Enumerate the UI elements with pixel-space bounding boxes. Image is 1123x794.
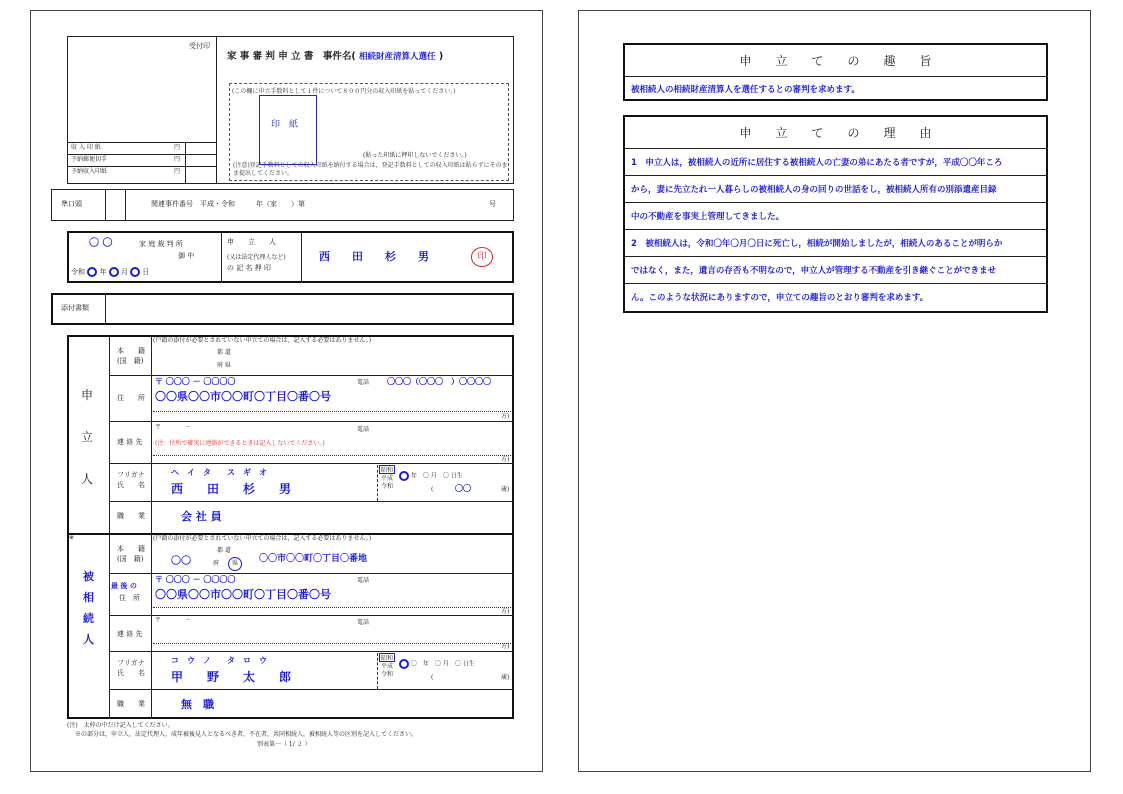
applicant-contact-kata: 方): [501, 456, 510, 463]
decedent-section-label: 被 相 続 人: [83, 570, 94, 646]
purpose-title: 申 立 て の 趣 旨: [739, 54, 932, 68]
decedent-last-label: 最 後 の: [111, 582, 137, 590]
seal-mark: 印: [471, 247, 493, 267]
applicant-furigana: ヘ イ タ ス ギ オ: [171, 468, 267, 477]
decedent-era-label: 昭和 平成 令和: [381, 655, 394, 678]
prelim-label: 準口頭: [61, 200, 82, 208]
form-title: [227, 52, 443, 62]
date-month-dot: [109, 267, 119, 277]
applicant-contact-postal: 〒 －: [155, 424, 192, 431]
purpose-box: [623, 43, 1048, 101]
applicant-sign-label-2: (又は法定代理人など): [227, 254, 286, 261]
applicant-job: 会 社 員: [181, 510, 222, 523]
decedent-phone-label: 電話: [357, 577, 370, 584]
reason-line-6: ん。このような状況にありますので，申立ての趣旨のとおり審判を求めます。: [631, 293, 929, 303]
applicant-contact-label: 連 絡 先: [117, 438, 143, 446]
decedent-address-kata: 方): [501, 608, 510, 615]
purpose-text: 被相続人の相続財産清算人を選任するとの審判を求めます。: [631, 85, 860, 95]
form-title-text: 家 事 審 判 申 立 書 事件名(: [227, 51, 356, 62]
applicant-sign-label-3: の 記 名 押 印: [227, 264, 271, 272]
court-name: 家 庭 裁 判 所: [139, 240, 183, 248]
applicant-era-circle: [379, 465, 395, 474]
decedent-mark: ※: [69, 534, 75, 541]
inshi-label: 印 紙: [271, 120, 299, 130]
decedent-age-unit: 歳): [501, 674, 510, 681]
stamp-note: (この欄に申立手数料として１件について８００円分の収入印紙を貼ってください。): [232, 88, 456, 95]
footer-note-2: ※の部分は，申立人，法定代理人，成年被後見人となるべき者，不在者，共同相続人，被相続人等の区別を記入してください。: [75, 731, 418, 738]
applicant-contact-phone-label: 電話: [357, 426, 370, 433]
applicant-address: 〇〇県〇〇市〇〇町〇丁目〇番〇号: [155, 390, 331, 403]
applicant-fu-ken: 府 県: [217, 362, 231, 369]
date-month-unit: 月: [120, 268, 128, 276]
applicant-address-label: 住 所: [117, 394, 145, 402]
number-suffix: 号: [489, 200, 496, 208]
decedent-honseki-label: 本 籍 (国 籍): [117, 545, 145, 563]
decedent-furigana-label: フリガナ 氏 名: [117, 659, 145, 677]
case-name: 相続財産清算人選任: [359, 52, 436, 62]
applicant-birth-unit: 年 〇 月 〇 日生: [410, 472, 463, 480]
decedent-contact-phone-label: 電話: [357, 619, 370, 626]
applicant-to-do: 都 道: [217, 349, 231, 356]
applicant-age-paren: (: [431, 486, 434, 493]
decedent-contact-label: 連 絡 先: [117, 630, 143, 638]
decedent-fu: 府: [213, 560, 220, 567]
decedent-to-do: 都 道: [217, 547, 231, 554]
applicant-phone: 〇〇〇（〇〇〇 ）〇〇〇〇: [387, 377, 491, 386]
date-year-dot: [87, 267, 97, 277]
reason-line-4: 2 被相続人は，令和〇年〇月〇日に死亡し，相続が開始しましたが，相続人のあることが明らか: [631, 239, 1003, 249]
left-page: [30, 10, 543, 772]
decedent-job: 無 職: [181, 698, 214, 711]
date-year-unit: 年: [99, 268, 107, 276]
decedent-birth-unit: 〇 年 〇 月 〇 日生: [410, 660, 475, 668]
decedent-honseki-address: 〇〇市〇〇町〇丁目〇番地: [259, 554, 368, 564]
decedent-job-label: 職 業: [117, 700, 145, 708]
decedent-honseki-note: (戸籍の添付が必要とされていない申立ての場合は，記入する必要はありません。): [153, 535, 372, 542]
reason-line-3: 中の不動産を事実上管理してきました。: [631, 212, 785, 222]
stamp-note-3: (注意)登記手数料としての収入印紙を納付する場合は，登記手数料としての収入印紙は貼らずにそのまま提出してください。: [233, 162, 508, 177]
applicant-job-label: 職 業: [117, 512, 145, 520]
decedent-address-label: 住 所: [119, 594, 140, 602]
applicant-era-label: 昭和 平成 令和: [381, 467, 394, 490]
stamp-note-2: (貼った印紙に押印しないでください。): [363, 152, 467, 159]
date-era: 令和: [71, 268, 85, 276]
date-day-dot: [130, 267, 140, 277]
reason-line-5: ではなく，また，遺言の存否も不明なので，申立人が管理する不動産を引き継ぐことができませ: [631, 266, 997, 276]
related-case-number: 関連事件番号 平成・令和 年（家 ）第: [151, 200, 305, 208]
decedent-postal: 〒 〇〇〇 － 〇〇〇〇: [155, 575, 236, 584]
applicant-phone-label: 電話: [357, 379, 370, 386]
applicant-section-label-1: 申: [81, 388, 94, 402]
footer-note-1: (注) 太枠の中だけ記入してください。: [67, 722, 174, 729]
reason-box: [623, 115, 1048, 313]
decedent-age-paren: (: [431, 674, 434, 681]
right-page: [578, 10, 1091, 772]
applicant-address-kata: 方): [501, 413, 510, 420]
prepaid-stamp-yen: 円: [174, 168, 181, 175]
decedent-honseki-pref: 〇〇: [171, 556, 191, 567]
reason-line-1: 1 申立人は，被相続人の近所に居住する被相続人の亡妻の弟にあたる者ですが，平成〇〇年ころ: [631, 158, 1003, 168]
footer-page: 別表第一（ 1/ ２ ）: [257, 741, 311, 748]
postage-label: 予納郵便切手: [71, 156, 108, 163]
attached-docs-row: [51, 293, 514, 325]
applicant-furigana-label: フリガナ 氏 名: [117, 471, 145, 489]
decedent-birth: [399, 659, 475, 669]
revenue-stamp-label: 収 入 印 紙: [71, 144, 101, 151]
decedent-contact-postal: 〒 －: [155, 617, 192, 624]
inshi-box: [259, 95, 317, 165]
decedent-contact-kata: 方): [501, 643, 510, 650]
decedent-ken: 県: [228, 557, 242, 571]
court-gochu: 御 中: [178, 252, 195, 260]
filing-date: [71, 267, 149, 277]
receipt-stamp-label: 受付印: [189, 42, 210, 50]
attached-docs-label: 添付書類: [61, 304, 89, 312]
applicant-honseki-label: 本 籍 (国 籍): [117, 347, 145, 365]
prepaid-stamp-label: 予納収入印紙: [71, 168, 108, 175]
applicant-age-unit: 歳): [501, 486, 510, 493]
decedent-furigana: コ ウ ノ タ ロ ウ: [171, 656, 267, 665]
applicant-contact-note: (注：住所で確実に連絡ができるときは記入しないでください。): [155, 440, 325, 447]
decedent-birth-year-dot: [399, 659, 409, 669]
date-day-unit: 日: [142, 268, 150, 276]
applicant-sign-label-1: 申 立 人: [227, 238, 276, 246]
applicant-birth: [399, 471, 463, 481]
applicant-section-label-3: 人: [81, 472, 94, 486]
reason-title: 申 立 て の 理 由: [739, 126, 932, 140]
applicant-name: 西 田 杉 男: [171, 482, 292, 496]
applicant-age: 〇〇: [455, 484, 471, 493]
applicant-birth-year-dot: [399, 471, 409, 481]
decedent-name: 甲 野 太 郎: [171, 670, 292, 684]
reason-line-2: から，妻に先立たれ一人暮らしの被相続人の身の回りの世話をし，被相続人所有の別添遺産目録: [631, 185, 997, 195]
applicant-section-label-2: 立: [81, 430, 94, 444]
applicant-postal: 〒 〇〇〇 － 〇〇〇〇: [155, 377, 236, 386]
decedent-address: 〇〇県〇〇市〇〇町〇丁目〇番〇号: [155, 588, 331, 601]
postage-yen: 円: [174, 156, 181, 163]
case-name-close: ): [438, 51, 444, 62]
revenue-stamp-yen: 円: [174, 144, 181, 151]
court-oo: 〇 〇: [89, 238, 113, 249]
applicant-honseki-note: (戸籍の添付が必要とされていない申立ての場合は，記入する必要はありません。): [153, 337, 372, 344]
applicant-sign-name: 西 田 杉 男: [319, 250, 429, 263]
